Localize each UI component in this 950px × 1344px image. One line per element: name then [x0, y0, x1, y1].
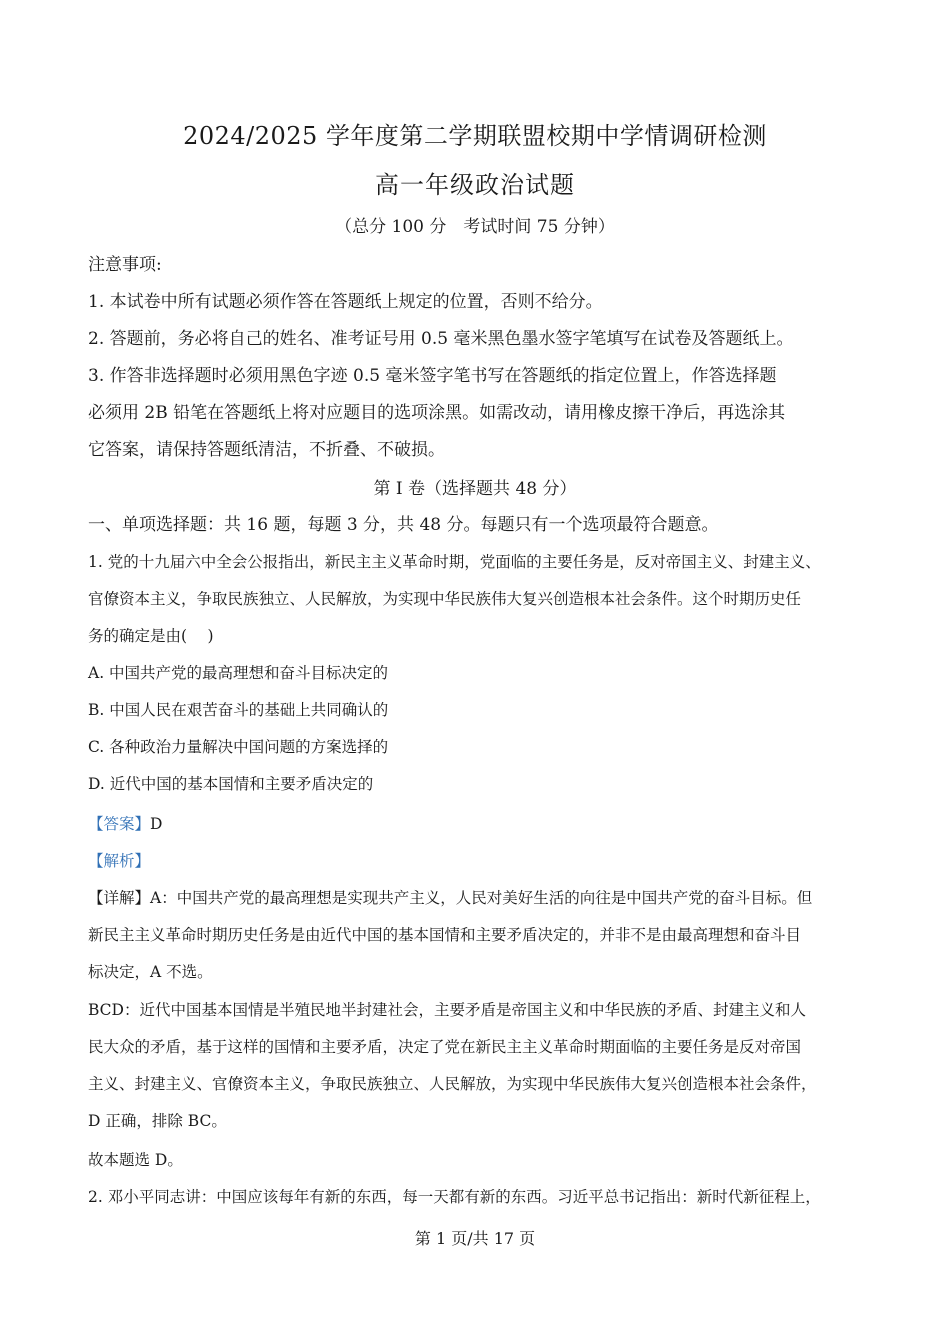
q1-detail-line-2: 新民主主义革命时期历史任务是由近代中国的基本国情和主要矛盾决定的，并非不是由最高理想和奋斗目	[88, 926, 802, 944]
q1-conclusion: 故本题选 D。	[88, 1151, 183, 1169]
detail-tag: 【详解】	[88, 889, 151, 907]
answer-tag: 【答案】	[88, 815, 151, 833]
exam-subtitle: 高一年级政治试题	[375, 171, 575, 199]
detail-text: A：中国共产党的最高理想是实现共产主义，人民对美好生活的向往是中国共产党的奋斗目标。但	[150, 889, 813, 907]
q1-option-c: C. 各种政治力量解决中国问题的方案选择的	[88, 738, 389, 756]
exam-title: 2024/2025 学年度第二学期联盟校期中学情调研检测	[183, 122, 767, 150]
q1-option-d: D. 近代中国的基本国情和主要矛盾决定的	[88, 775, 374, 793]
q1-option-a: A. 中国共产党的最高理想和奋斗目标决定的	[88, 664, 389, 682]
q1-stem-line-1: 1. 党的十九届六中全会公报指出，新民主主义革命时期，党面临的主要任务是，反对帝国主义、封建主义、	[88, 553, 821, 571]
section-instruction: 一、单项选择题：共 16 题，每题 3 分，共 48 分。每题只有一个选项最符合题意。	[88, 515, 719, 535]
q1-stem-line-2: 官僚资本主义，争取民族独立、人民解放，为实现中华民族伟大复兴创造根本社会条件。这个时期历史任	[88, 590, 802, 608]
notice-item-3-line-3: 它答案，请保持答题纸清洁，不折叠、不破损。	[88, 440, 445, 460]
q1-bcd-line-3: 主义、封建主义、官僚资本主义，争取民族独立、人民解放，为实现中华民族伟大复兴创造根本社会条件，	[88, 1075, 817, 1093]
q1-answer	[88, 812, 870, 834]
notice-item-3-line-2: 必须用 2B 铅笔在答题纸上将对应题目的选项涂黑。如需改动，请用橡皮擦干净后，再选涂其	[88, 403, 786, 423]
q1-stem-line-3: 务的确定是由( )	[88, 627, 214, 645]
volume-title: 第 I 卷（选择题共 48 分）	[373, 479, 577, 499]
page-footer: 第 1 页/共 17 页	[414, 1229, 536, 1248]
q1-bcd-line-2: 民大众的矛盾，基于这样的国情和主要矛盾，决定了党在新民主主义革命时期面临的主要任务是反对帝国	[88, 1038, 802, 1056]
answer-value: D	[150, 815, 163, 833]
exam-info: （总分 100 分 考试时间 75 分钟）	[335, 217, 615, 237]
notice-item-1: 1. 本试卷中所有试题必须作答在答题纸上规定的位置，否则不给分。	[88, 292, 603, 312]
q1-bcd-line-4: D 正确，排除 BC。	[88, 1112, 227, 1130]
notice-item-3-line-1: 3. 作答非选择题时必须用黑色字迹 0.5 毫米签字笔书写在答题纸的指定位置上，作答选择题	[88, 366, 777, 386]
notice-item-2: 2. 答题前，务必将自己的姓名、准考证号用 0.5 毫米黑色墨水签字笔填写在试卷及答题纸上。	[88, 329, 794, 349]
analysis-tag: 【解析】	[88, 852, 151, 870]
q1-detail-line-1	[88, 886, 870, 908]
q1-option-b: B. 中国人民在艰苦奋斗的基础上共同确认的	[88, 701, 389, 719]
notice-heading: 注意事项:	[88, 255, 162, 275]
q1-bcd-line-1: BCD：近代中国基本国情是半殖民地半封建社会，主要矛盾是帝国主义和中华民族的矛盾、封建主义和人	[88, 1001, 806, 1019]
q1-detail-line-3: 标决定，A 不选。	[88, 963, 213, 981]
q2-stem-line-1: 2. 邓小平同志讲：中国应该每年有新的东西，每一天都有新的东西。习近平总书记指出：新时代新征程上，	[88, 1188, 821, 1206]
